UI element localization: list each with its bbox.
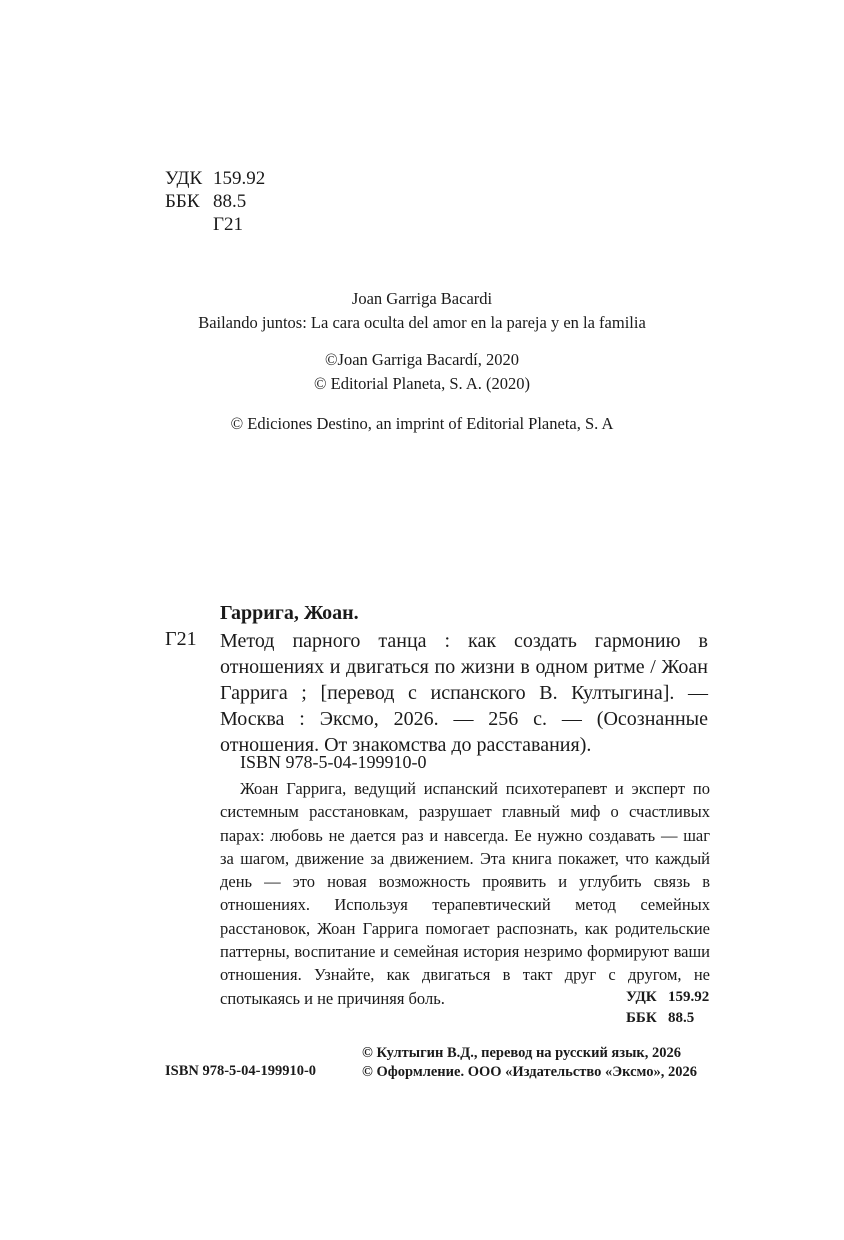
bbk-label: ББК [165, 191, 200, 212]
original-title: Bailando juntos: La cara oculta del amor en la pareja y en la familia [198, 313, 646, 332]
classification-block-card [626, 987, 709, 1029]
copyright-author: ©Joan Garriga Bacardí, 2020 [325, 350, 519, 369]
copyright-imprint: © Ediciones Destino, an imprint of Editorial Planeta, S. A [230, 414, 614, 433]
udk-row [165, 167, 265, 190]
catalog-author-heading: Гаррига, Жоан. [220, 602, 359, 624]
card-bbk-label: ББК [626, 1010, 657, 1026]
catalog-description: Метод парного танца : как создать гармонию в отношениях и двигаться по жизни в одном ритме / Жоан Гаррига ; [перевод с испанского В. Култыгина]. — Москва : Эксмо, 2026. — 256 с. — (Осознанные отношения. От знакомства до расставания). [220, 630, 708, 756]
footer-copyright-block [362, 1044, 697, 1082]
bbk-row [165, 190, 265, 213]
author-mark: Г21 [213, 214, 243, 235]
card-udk-label: УДК [626, 989, 657, 1005]
card-udk-row [626, 987, 709, 1008]
original-edition-title-block [0, 287, 844, 335]
catalog-author-mark: Г21 [165, 628, 197, 650]
card-bbk-row [626, 1008, 709, 1029]
copyright-design: © Оформление. ООО «Издательство «Эксмо», 2026 [362, 1064, 697, 1080]
catalog-annotation: Жоан Гаррига, ведущий испанский психотерапевт и эксперт по системным расстановкам, разрушает главный миф о счастливых парах: любовь не дается раз и навсегда. Ее нужно создавать — шаг за шагом, движение за движением. Эта книга покажет, что каждый день — это новая возможность проявить и углубить связь в отношениях. Используя терапевтический метод семейных расстановок, Жоан Гаррига помогает распознать, как родительские паттерны, воспитание и семейная история незримо формируют ваши отношения. Узнайте, как двигаться в такт друг с другом, не спотыкаясь и не причиняя боль. [220, 779, 710, 1008]
original-author: Joan Garriga Bacardi [351, 289, 493, 308]
card-udk-value: 159.92 [668, 989, 710, 1005]
footer-isbn: ISBN 978-5-04-199910-0 [165, 1063, 317, 1079]
original-copyright-block [0, 348, 844, 396]
copyright-publisher: © Editorial Planeta, S. A. (2020) [313, 374, 530, 393]
udk-value: 159.92 [213, 168, 266, 189]
bbk-value: 88.5 [213, 191, 247, 212]
catalog-isbn: ISBN 978-5-04-199910-0 [240, 752, 427, 772]
udk-label: УДК [165, 168, 203, 189]
copyright-translation: © Култыгин В.Д., перевод на русский язык, 2026 [362, 1045, 682, 1061]
card-bbk-value: 88.5 [668, 1010, 695, 1026]
classification-block-top [165, 167, 265, 236]
